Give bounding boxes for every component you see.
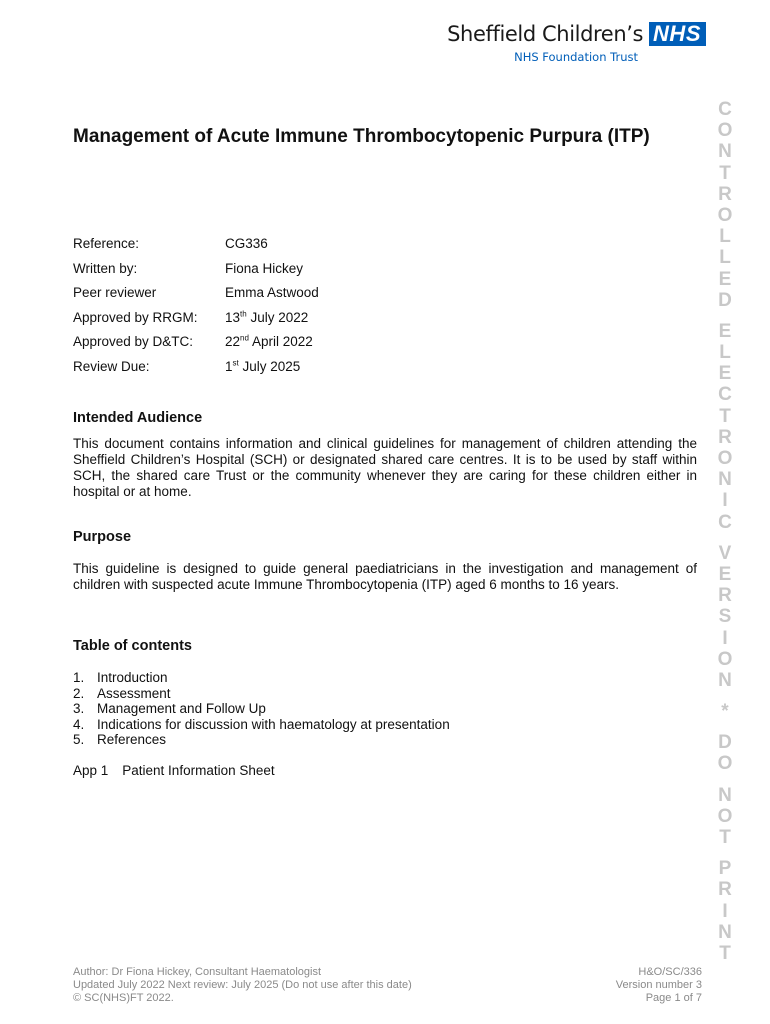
meta-row-reference bbox=[73, 236, 319, 261]
document-metadata bbox=[73, 236, 319, 383]
footer-version: Version number 3 bbox=[615, 979, 702, 991]
date-day: 22 bbox=[225, 334, 241, 349]
toc-item bbox=[73, 732, 450, 748]
purpose-heading: Purpose bbox=[73, 529, 132, 545]
trust-logo bbox=[447, 22, 706, 64]
audience-heading: Intended Audience bbox=[73, 410, 203, 426]
watermark-letter: O bbox=[717, 805, 733, 827]
watermark-letter: S bbox=[718, 606, 732, 628]
toc-heading: Table of contents bbox=[73, 638, 192, 654]
document-title: Management of Acute Immune Thrombocytopenic Purpura (ITP) bbox=[73, 126, 650, 147]
watermark-letter: T bbox=[719, 942, 731, 964]
footer-review-dates: Updated July 2022 Next review: July 2025 (Do not use after this date) bbox=[73, 979, 412, 991]
footer-author-info bbox=[73, 966, 412, 1005]
toc-label: Management and Follow Up bbox=[97, 701, 266, 717]
watermark-letter: R bbox=[718, 426, 732, 448]
meta-value bbox=[225, 334, 313, 349]
watermark-letter: D bbox=[718, 732, 732, 754]
watermark-letter: O bbox=[717, 448, 733, 469]
meta-label: Peer reviewer bbox=[73, 285, 157, 300]
date-rest: July 2025 bbox=[238, 358, 301, 374]
audience-text: This document contains information and clinical guidelines for management of children attending the Sheffield Children’s Hospital (SCH) or designated shared care centres. It is to be used by staff within SCH, the shared care Trust or the community whenever they are caring for these children either in hospital or at home. bbox=[73, 436, 697, 499]
watermark-letter: P bbox=[718, 858, 732, 880]
watermark-letter: T bbox=[719, 827, 731, 848]
watermark-letter: E bbox=[718, 363, 732, 385]
appendix-number: App 1 bbox=[73, 763, 109, 778]
watermark-letter: L bbox=[719, 342, 731, 364]
date-day: 13 bbox=[225, 309, 241, 325]
date-rest: July 2022 bbox=[246, 309, 309, 325]
watermark-letter: C bbox=[718, 384, 732, 406]
toc-item bbox=[73, 717, 450, 733]
watermark-letter: V bbox=[718, 542, 732, 564]
date-ordinal: th bbox=[240, 309, 247, 318]
meta-label: Approved by RRGM: bbox=[73, 309, 198, 325]
toc-number: 1. bbox=[73, 670, 85, 685]
toc-label: Assessment bbox=[97, 685, 171, 701]
watermark-letter: O bbox=[717, 648, 733, 670]
watermark-letter: T bbox=[719, 405, 731, 427]
meta-value bbox=[225, 310, 308, 325]
watermark-letter: * bbox=[721, 701, 729, 723]
meta-label: Review Due: bbox=[73, 358, 150, 374]
meta-row-peer-reviewer bbox=[73, 285, 319, 310]
meta-value bbox=[225, 359, 300, 374]
meta-value: Emma Astwood bbox=[225, 285, 319, 300]
watermark-letter: I bbox=[722, 490, 728, 512]
meta-row-approved-dtc bbox=[73, 334, 319, 359]
watermark-letter: L bbox=[719, 226, 731, 248]
watermark-letter: O bbox=[717, 120, 733, 142]
watermark-letter: C bbox=[718, 511, 732, 533]
watermark-letter: C bbox=[718, 99, 732, 120]
toc-number: 5. bbox=[73, 732, 85, 748]
watermark-letter: R bbox=[718, 585, 732, 607]
watermark-letter: E bbox=[718, 320, 732, 342]
toc-number: 3. bbox=[73, 701, 85, 717]
meta-row-written-by bbox=[73, 261, 319, 286]
watermark-letter: O bbox=[717, 753, 733, 775]
logo-org-name: Sheffield Children’s bbox=[447, 22, 644, 46]
toc-label: Indications for discussion with haematology at presentation bbox=[97, 716, 450, 732]
watermark-letter: D bbox=[718, 289, 732, 311]
appendix-label: Patient Information Sheet bbox=[122, 763, 275, 778]
toc-label: References bbox=[97, 732, 167, 748]
toc-number: 4. bbox=[73, 716, 85, 732]
watermark-letter: N bbox=[718, 921, 732, 943]
watermark-letter: E bbox=[718, 563, 732, 585]
watermark-letter: I bbox=[722, 627, 728, 649]
watermark-letter: N bbox=[718, 469, 732, 491]
date-day: 1 bbox=[225, 358, 233, 374]
date-rest: April 2022 bbox=[248, 334, 313, 349]
toc-number: 2. bbox=[73, 685, 85, 701]
toc-list bbox=[73, 670, 450, 748]
logo-trust-name: NHS Foundation Trust bbox=[514, 50, 638, 64]
watermark-letter: O bbox=[717, 204, 733, 226]
watermark-letter: N bbox=[718, 784, 732, 806]
watermark-letter: I bbox=[722, 900, 728, 922]
watermark-letter: N bbox=[718, 141, 732, 163]
meta-row-review-due bbox=[73, 359, 319, 384]
footer-page-number: Page 1 of 7 bbox=[645, 992, 702, 1004]
meta-value: CG336 bbox=[225, 236, 268, 251]
watermark-letter: R bbox=[718, 183, 732, 205]
toc-item bbox=[73, 670, 450, 686]
purpose-text: This guideline is designed to guide general paediatricians in the investigation and management of children with suspected acute Immune Thrombocytopenia (ITP) aged 6 months to 16 years. bbox=[73, 561, 697, 592]
date-ordinal: st bbox=[232, 358, 239, 367]
meta-label: Reference: bbox=[73, 236, 140, 251]
toc-item bbox=[73, 701, 450, 717]
controlled-version-watermark bbox=[711, 99, 739, 964]
footer-copyright: © SC(NHS)FT 2022. bbox=[73, 992, 174, 1004]
footer-author: Author: Dr Fiona Hickey, Consultant Haematologist bbox=[73, 966, 322, 978]
meta-label: Approved by D&TC: bbox=[73, 334, 194, 349]
meta-row-approved-rrgm bbox=[73, 310, 319, 335]
meta-label: Written by: bbox=[73, 260, 138, 276]
toc-label: Introduction bbox=[97, 670, 168, 685]
nhs-badge: NHS bbox=[649, 22, 706, 46]
footer-doc-info bbox=[616, 966, 702, 1005]
watermark-letter: T bbox=[719, 162, 731, 184]
appendix-entry bbox=[73, 763, 275, 778]
watermark-letter: E bbox=[718, 268, 732, 290]
meta-value: Fiona Hickey bbox=[225, 260, 304, 276]
date-ordinal: nd bbox=[240, 333, 249, 343]
watermark-letter: R bbox=[718, 879, 732, 901]
watermark-letter: N bbox=[718, 669, 732, 691]
toc-item bbox=[73, 686, 450, 702]
watermark-letter: L bbox=[719, 247, 731, 269]
footer-doc-ref: H&O/SC/336 bbox=[638, 966, 702, 978]
